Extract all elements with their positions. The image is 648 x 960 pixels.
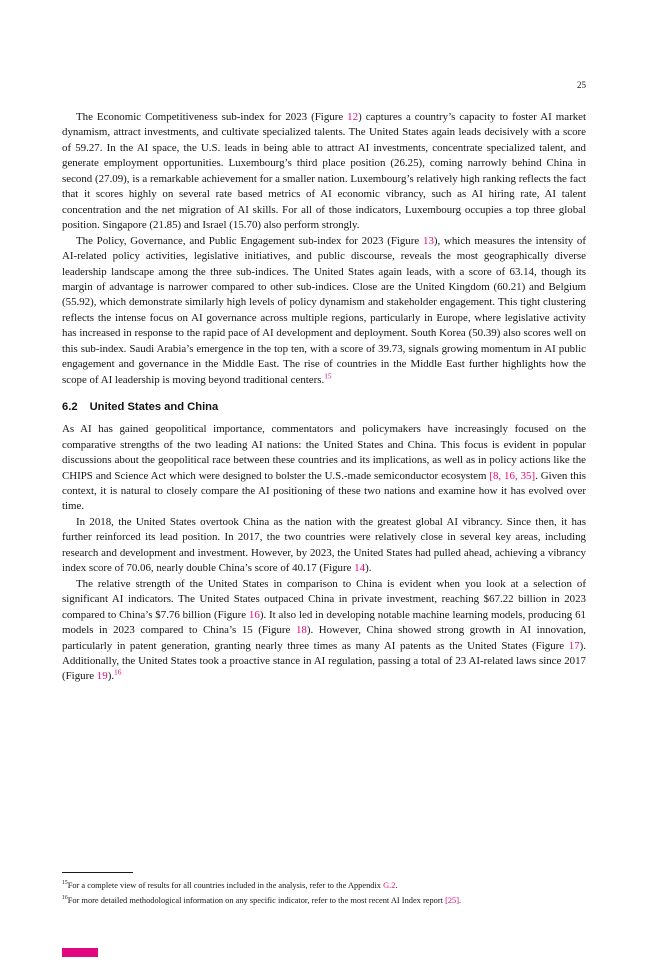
text-segment: The Economic Competitiveness sub-index for 2023 (Figure: [76, 111, 348, 123]
text-segment: . Given this context, it is natural to closely compare the AI positioning of these two nations and examine how it has evolved over time.: [62, 469, 586, 513]
text-segment: The Policy, Governance, and Public Engagement sub-index for 2023 (Figure: [76, 234, 424, 247]
footnote-16-mark[interactable]: 16: [114, 667, 122, 677]
text-segment: The relative strength of the United States in comparison to China is evident when you look at a selection of significant AI indicators. The United States outpaced China in private investment, reaching $67.22 billion in 2023 compared to China’s $7.76 billion (Figure: [62, 577, 586, 621]
text-segment: .: [459, 896, 462, 905]
text-segment: ). However, China showed strong growth in AI innovation, particularly in patent generation, granting nearly three times as many AI patents as the United States (Figure: [62, 624, 586, 652]
figure-19-link[interactable]: 19: [96, 670, 108, 683]
figure-16-link[interactable]: 16: [248, 608, 260, 621]
text-segment: 15: [62, 880, 68, 887]
section-number: 6.2: [62, 401, 78, 414]
text-segment: As AI has gained geopolitical importance, commentators and policymakers have increasingly focused on the comparative strengths of the two leading AI nations: the United States and China. This focus is evident in popular discussions about the geopolitical race between these countries and its implications, as well as in policy actions like the CHIPS and Science Act which were designed to bolster the U.S.-made semiconductor ecosystem: [62, 423, 586, 482]
figure-14-link[interactable]: 14: [354, 562, 366, 575]
figure-12-link[interactable]: 12: [347, 111, 359, 123]
footnotes-section: [62, 872, 586, 908]
paragraph-us-china-intro: [62, 422, 586, 515]
footer-link-marker[interactable]: [62, 948, 98, 957]
section-heading: [62, 401, 586, 413]
text-segment: ).: [365, 562, 372, 575]
text-segment: ). It also led in developing notable machine learning models, producing 61 models in 2023 compared to China’s 15 (Figure: [62, 608, 586, 637]
text-segment: In 2018, the United States overtook China as the nation with the greatest global AI vibrancy. Since then, it has further reinforced its lead position. In 2017, the two countries were relatively close in several key areas, including research and development and investment. However, by 2023, the United States had pulled ahead, achieving a vibrancy index score of 70.06, nearly double China’s score of 40.17 (Figure: [62, 515, 586, 575]
footnote-16: [62, 893, 586, 908]
text-segment: ). Additionally, the United States took a proactive stance in AI regulation, passing a total of 23 AI-related laws since 2017 (Figure: [62, 639, 586, 683]
footnote-rule: [62, 872, 133, 873]
footnote-15-mark[interactable]: 15: [324, 371, 332, 381]
citation-8-16-35-link[interactable]: [8, 16, 35]: [489, 469, 536, 482]
page-number: 25: [577, 80, 586, 90]
footnote-15: [62, 878, 586, 893]
paragraph-policy-governance: [62, 234, 586, 389]
paragraph-economic-competitiveness: [62, 110, 586, 234]
section-title: United States and China: [89, 401, 219, 414]
text-segment: For a complete view of results for all countries included in the analysis, refer to the Appendix: [67, 881, 384, 890]
citation-25-link[interactable]: [25]: [445, 896, 460, 905]
text-segment: ).: [107, 670, 115, 683]
text-segment: ) captures a country’s capacity to foster AI market dynamism, attract investments, and cultivate specialized talents. The United States again leads decisively with a score of 59.27. In the AI space, the U.S. leads in being able to attract AI investments, concentrate specialized talent, and generate employment opportunities. Luxembourg’s third place position (26.25), coming narrowly behind China in second (27.09), is a remarkable achievement for a smaller nation. Luxembourg’s relatively high ranking reflects the fact that it scores highly on several rate based metrics of AI economic vibrancy, such as AI hiring rate, AI talent concentration and the net migration of AI skills. For all of those indicators, Luxembourg occupies a top three global position. Singapore (21.85) and Israel (15.70) also perform strongly.: [62, 111, 586, 232]
page-body: [62, 110, 586, 685]
text-segment: .: [395, 881, 398, 890]
text-segment: For more detailed methodological information on any specific indicator, refer to the most recent AI Index report: [67, 896, 446, 905]
appendix-g2-link[interactable]: G.2: [383, 881, 396, 890]
paragraph-2018-overtake: [62, 515, 586, 577]
figure-18-link[interactable]: 18: [295, 624, 307, 637]
paragraph-relative-strength: [62, 577, 586, 685]
text-segment: ), which measures the intensity of AI-related policy activities, legislative initiatives, and public discourse, reveals the most geographically diverse leadership landscape among the three sub-indices. The United States again leads, with a score of 63.14, though its margin of advantage is narrower compared to other sub-indices. Close are the United Kingdom (60.21) and Belgium (55.92), which demonstrate similarly high levels of policy dynamism and stakeholder engagement. This tight clustering reflects the intense focus on AI governance across multiple regions, particularly in Europe, where legislative activity has increased in response to the rapid pace of AI development and deployment. South Korea (50.39) also scores well on this sub-index. Saudi Arabia’s emergence in the top ten, with a score of 39.73, signals growing momentum in AI public engagement and governance in the Middle East. The rise of countries in the Middle East further highlights how the scope of AI leadership is moving beyond traditional centers.: [62, 234, 586, 386]
figure-13-link[interactable]: 13: [423, 234, 434, 247]
text-segment: 16: [62, 895, 68, 902]
figure-17-link[interactable]: 17: [568, 639, 580, 652]
